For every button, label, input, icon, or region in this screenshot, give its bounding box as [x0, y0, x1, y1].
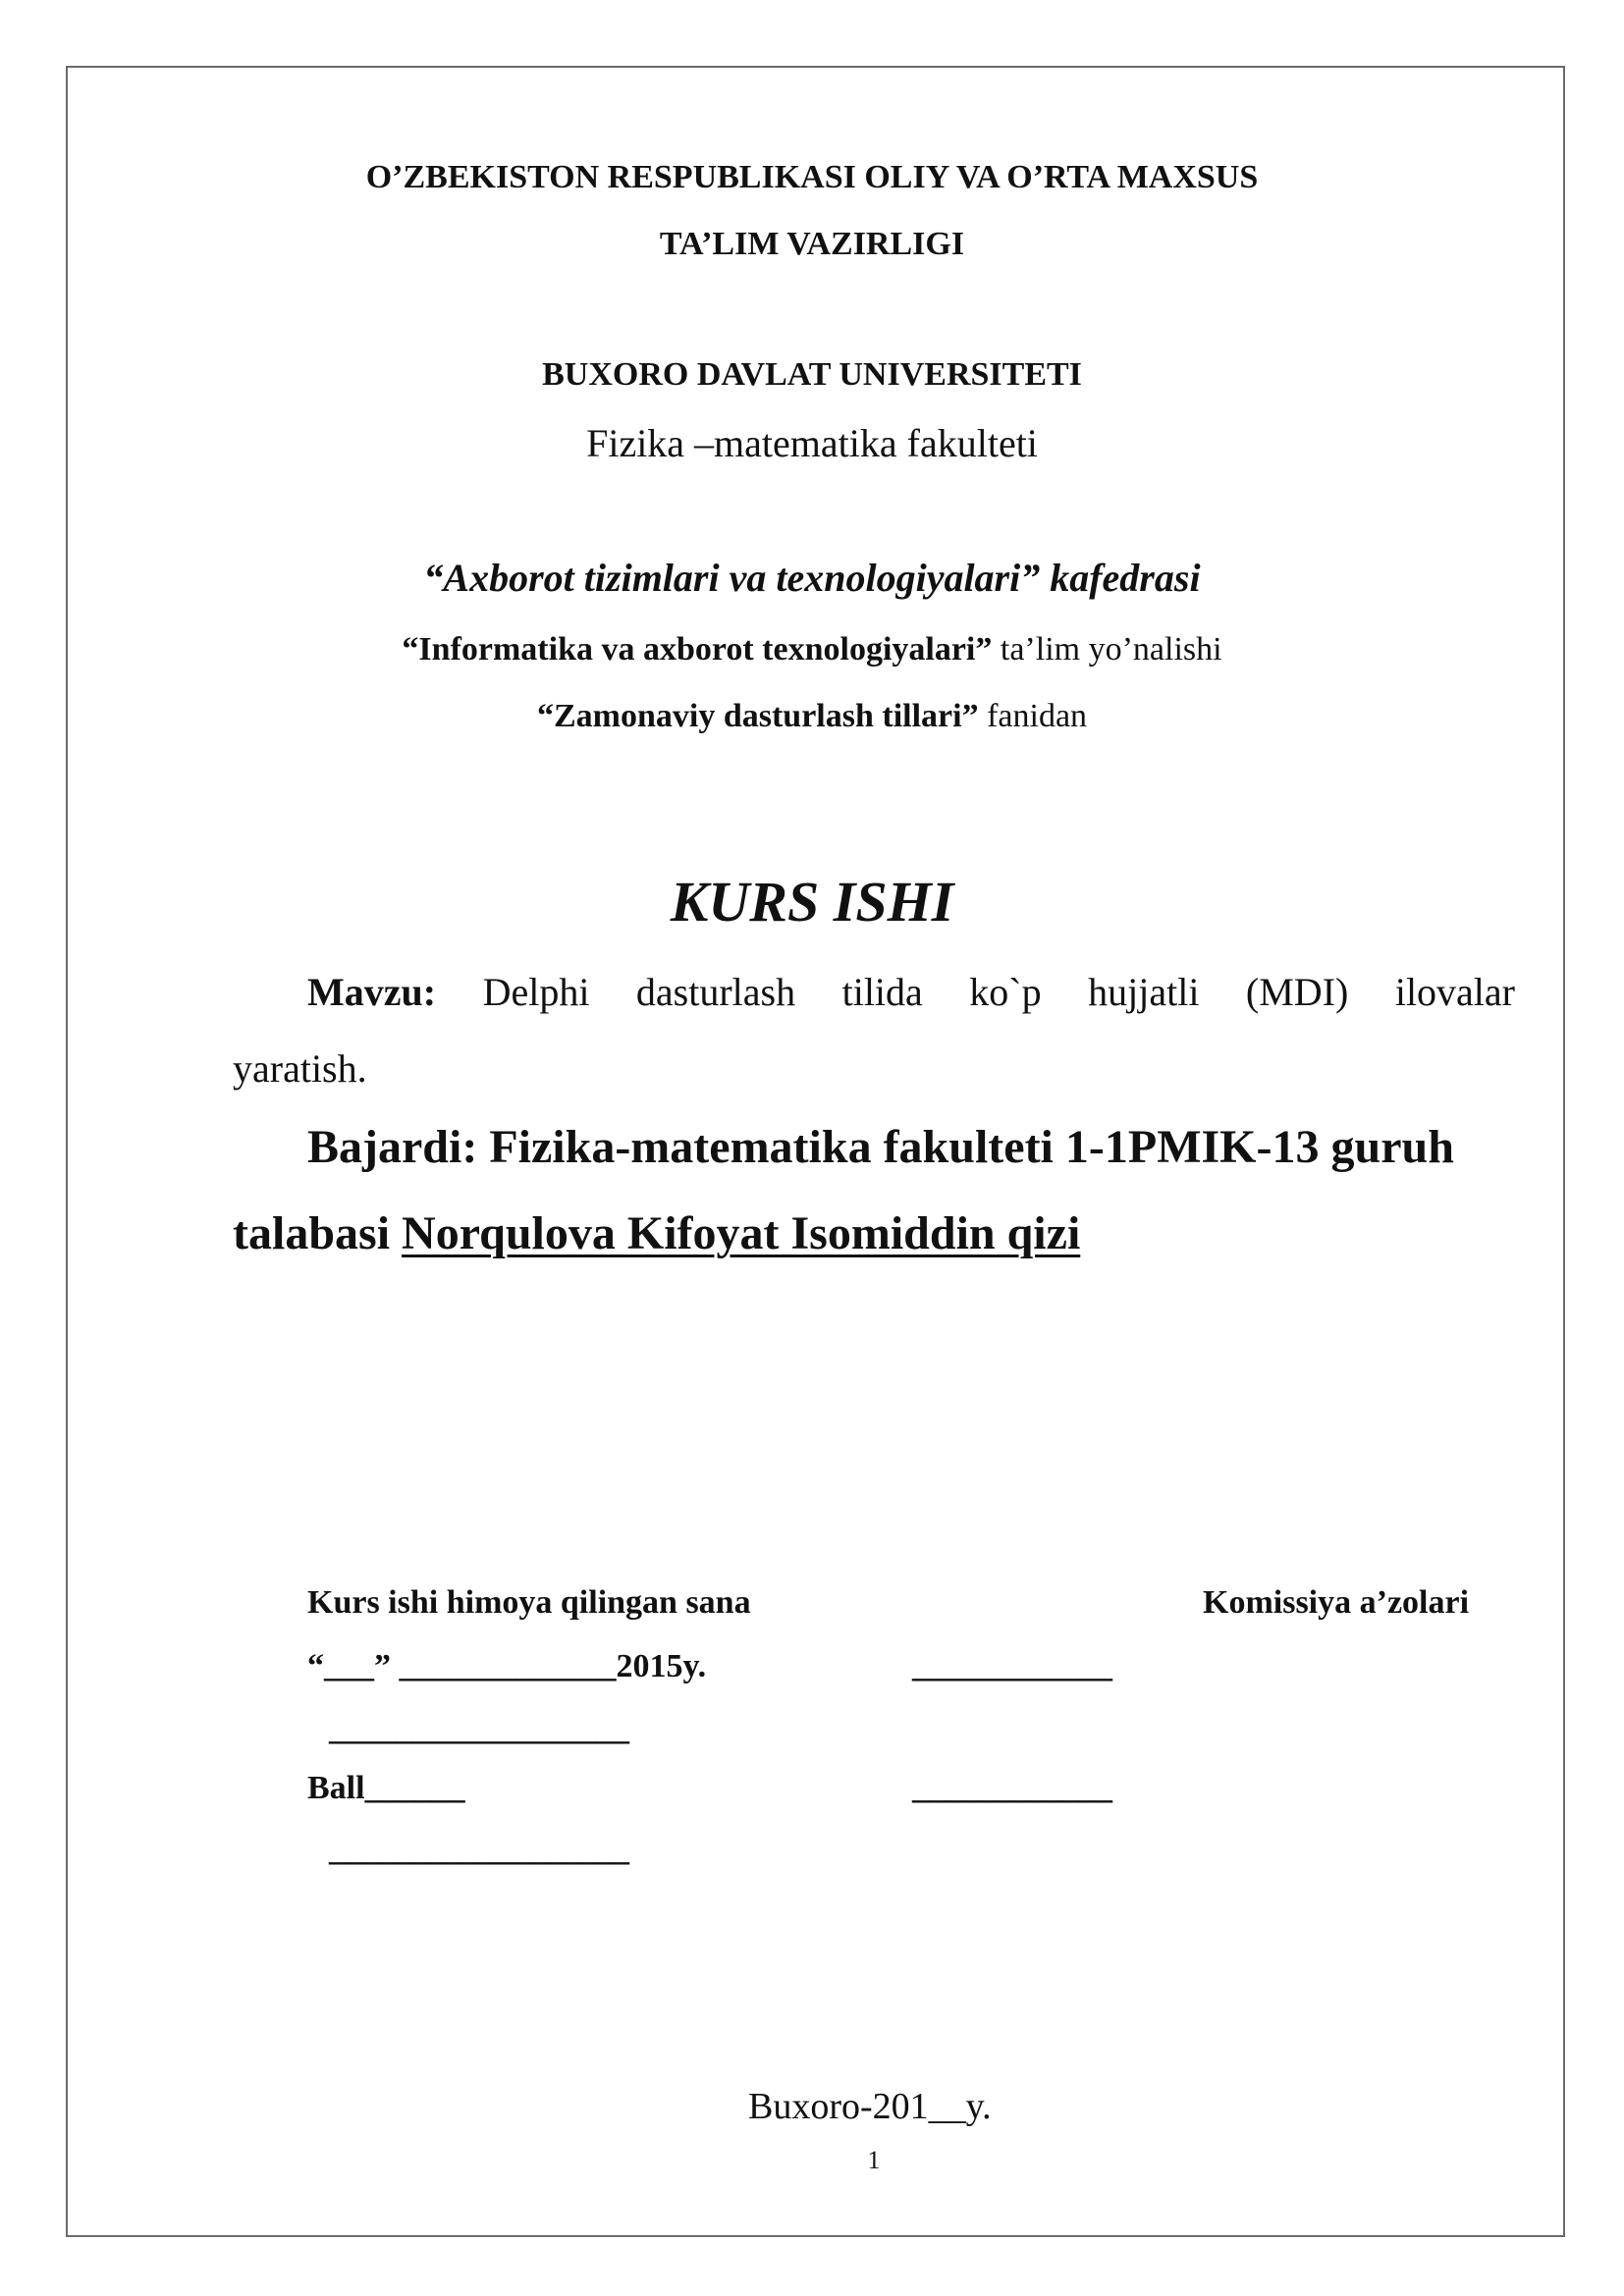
commission-label: Komissiya a’zolari — [1203, 1584, 1470, 1621]
subject-name: “Zamonaviy dasturlash tillari” — [536, 698, 979, 734]
topic-word: dasturlash — [635, 970, 796, 1014]
ball-field: Ball______ — [307, 1770, 465, 1806]
subject-line — [0, 700, 1624, 733]
topic-line-2: yaratish. — [233, 1046, 367, 1091]
topic-word: ilovalar — [1394, 970, 1515, 1014]
signature-subline-2: __________________ — [329, 1832, 629, 1868]
university-name: BUXORO DAVLAT UNIVERSITETI — [542, 356, 1082, 393]
performer-line-2 — [233, 1207, 1081, 1259]
topic-word: (MDI) — [1245, 970, 1349, 1014]
defense-date-label: Kurs ishi himoya qilingan sana — [307, 1584, 751, 1621]
ministry-line-2: TA’LIM VAZIRLIGI — [659, 226, 965, 262]
direction-name: “Informatika va axborot texnologiyalari” — [402, 631, 993, 667]
direction-suffix: ta’lim yo’nalishi — [992, 631, 1222, 667]
page-number: 1 — [867, 2146, 881, 2174]
performer-line-1: Bajardi: Fizika-matematika fakulteti 1-1PMIK-13 guruh — [307, 1121, 1454, 1173]
student-name: Norqulova Kifoyat Isomiddin qizi — [402, 1207, 1081, 1259]
topic-label: Mavzu: — [307, 970, 437, 1014]
ministry-line-1: O’ZBEKISTON RESPUBLIKASI OLIY VA O’RTA MAXSUS — [365, 159, 1259, 195]
topic-word: ko`p — [969, 970, 1042, 1014]
signature-line-2: ____________ — [912, 1770, 1112, 1806]
signature-line-1: ____________ — [912, 1648, 1112, 1684]
direction-line — [0, 633, 1624, 667]
topic-word: tilida — [841, 970, 923, 1014]
department-name: “Axborot tizimlari va texnologiyalari” kafedrasi — [423, 556, 1201, 600]
topic-line-1 — [307, 970, 1515, 1014]
signature-subline-1: __________________ — [329, 1711, 629, 1747]
defense-date-field: “___” _____________2015y. — [307, 1648, 707, 1684]
faculty-name: Fizika –matematika fakulteti — [586, 421, 1038, 465]
subject-suffix: fanidan — [978, 698, 1088, 734]
topic-word: hujjatli — [1088, 970, 1200, 1014]
document-title: KURS ISHI — [670, 870, 954, 934]
performer-prefix: talabasi — [233, 1207, 403, 1259]
topic-word: Delphi — [482, 970, 590, 1014]
city-year: Buxoro-201__y. — [748, 2086, 992, 2127]
